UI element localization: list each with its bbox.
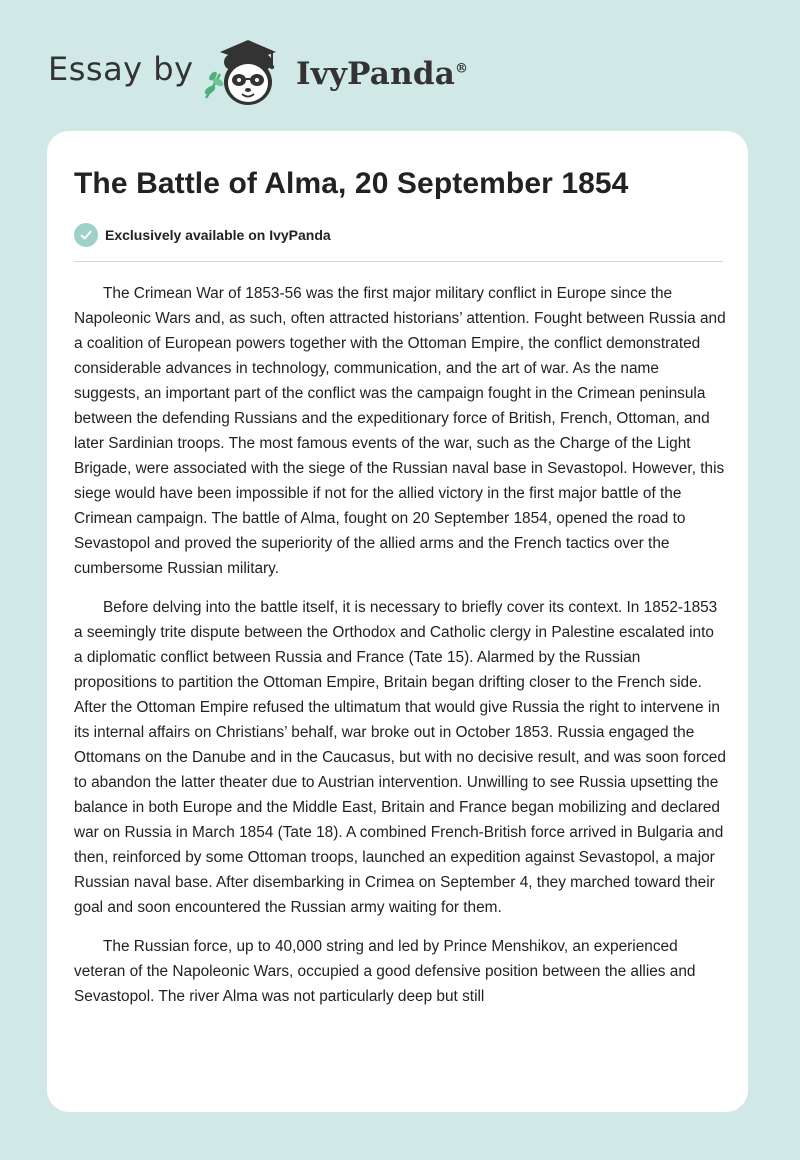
site-header	[0, 0, 800, 125]
paragraph: The Russian force, up to 40,000 string and led by Prince Menshikov, an experienced veteran of the Napoleonic Wars, occupied a good defensive position between the allies and Sevastopol. The river Alma was not particularly deep but still	[74, 938, 696, 1005]
registered-mark: ®	[455, 61, 469, 77]
brand-name[interactable]: IvyPanda®	[296, 56, 469, 92]
article-body	[74, 281, 726, 1023]
checkmark-icon	[74, 223, 98, 247]
exclusive-label: Exclusively available on IvyPanda	[105, 227, 331, 243]
divider	[74, 261, 723, 262]
panda-logo-icon[interactable]	[198, 36, 296, 110]
paragraph: Before delving into the battle itself, it is necessary to briefly cover its context. In 1852-1853 a seemingly trite dispute between the Orthodox and Catholic clergy in Palestine escalated into a diplomatic conflict between Russia and France (Tate 15). Alarmed by the Russian propositions to partition the Ottoman Empire, Britain began drifting closer to the French side. After the Ottoman Empire refused the ultimatum that would give Russia the right to intervene in its internal affairs on Christians’ behalf, war broke out in October 1853. Russia engaged the Ottomans on the Danube and in the Caucasus, but with no decisive result, and was soon forced to abandon the latter theater due to Austrian intervention. Unwilling to see Russia upsetting the balance in both Europe and the Middle East, Britain and France began mobilizing and declared war on Russia in March 1854 (Tate 18). A combined French-British force arrived in Bulgaria and then, reinforced by some Ottoman troops, launched an expedition against Sevastopol, a major Russian naval base. After disembarking in Crimea on September 4, they marched toward their goal and soon encountered the Russian army waiting for them.	[74, 599, 726, 916]
paragraph: The Crimean War of 1853-56 was the first major military conflict in Europe since the Napoleonic Wars and, as such, often attracted historians’ attention. Fought between Russia and a coalition of European powers together with the Ottoman Empire, the conflict demonstrated considerable advances in technology, communication, and the art of war. As the name suggests, an important part of the conflict was the campaign fought in the Crimean peninsula between the defending Russians and the expeditionary force of British, French, Ottoman, and later Sardinian troops. The most famous events of the war, such as the Charge of the Light Brigade, were associated with the siege of the Russian naval base in Sevastopol. However, this siege would have been impossible if not for the allied victory in the first major battle of the Crimean campaign. The battle of Alma, fought on 20 September 1854, opened the road to Sevastopol and proved the superiority of the allied arms and the French tactics over the cumbersome Russian military.	[74, 285, 726, 577]
article-title: The Battle of Alma, 20 September 1854	[74, 167, 629, 200]
article-card	[47, 131, 748, 1112]
exclusive-badge	[74, 222, 331, 248]
essay-by-label: Essay by	[48, 50, 194, 88]
